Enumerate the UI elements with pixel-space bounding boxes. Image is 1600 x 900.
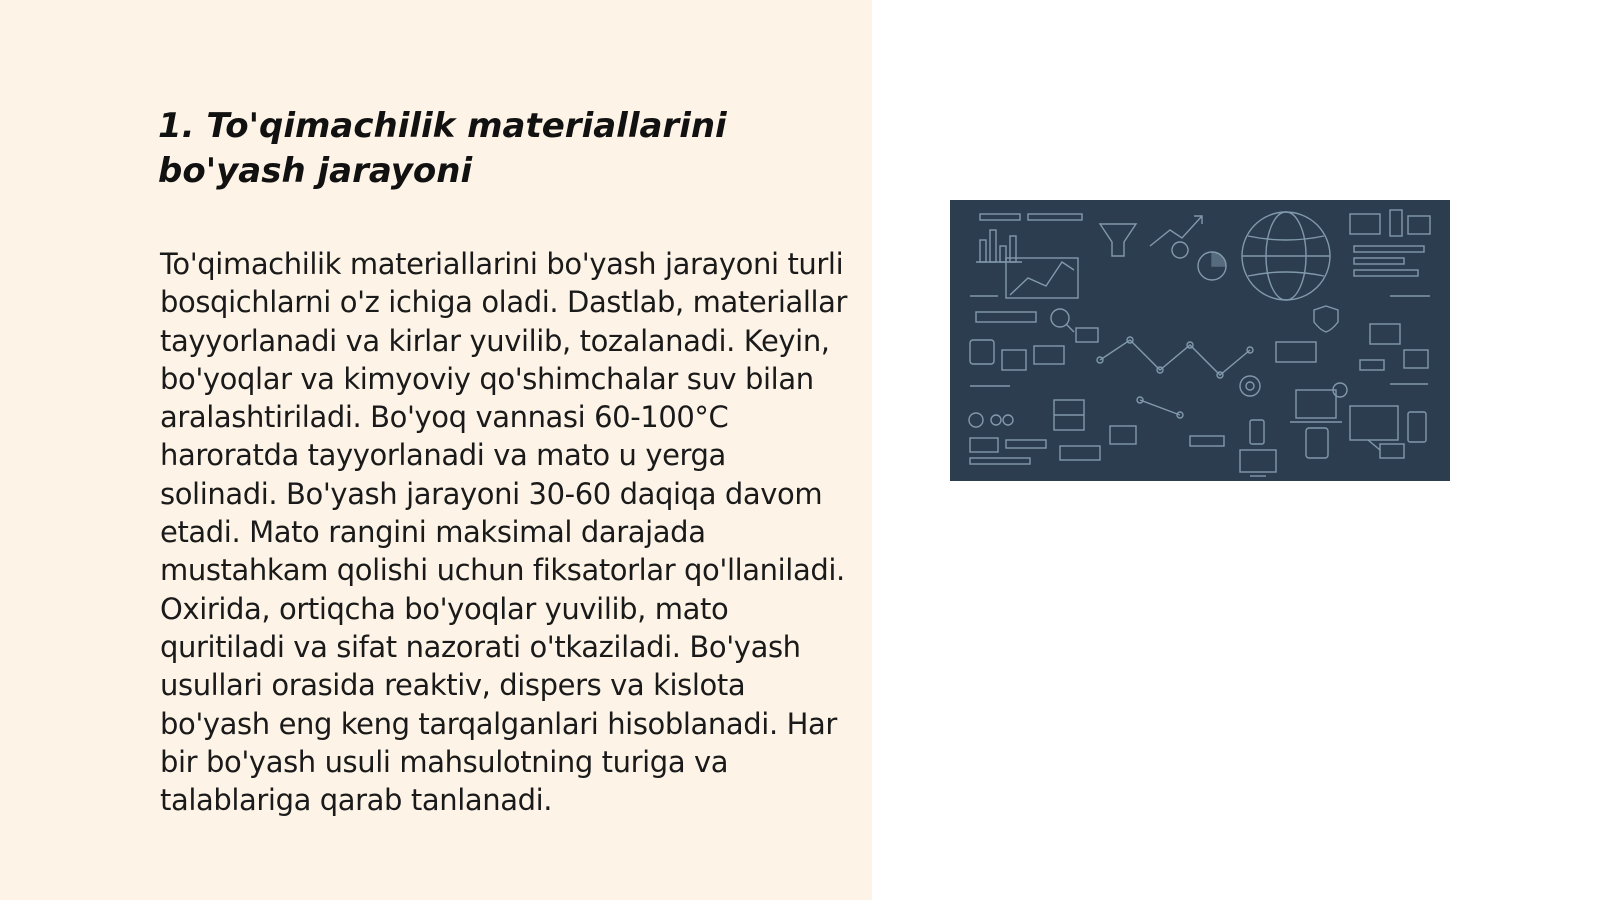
technology-doodle-image [950, 200, 1450, 481]
technology-doodle-icon [950, 200, 1450, 481]
slide-body-text: To'qimachilik materiallarini bo'yash jarayoni turli bosqichlarni o'z ichiga oladi. Dastlab, materiallar tayyorlanadi va kirlar yuvilib, tozalanadi. Keyin, bo'yoqlar va kimyoviy qo'shimchalar suv bilan aralashtiriladi. Bo'yoq vannasi 60-100°C haroratda tayyorlanadi va mato u yerga solinadi. Bo'yash jarayoni 30-60 daqiqa davom etadi. Mato rangini maksimal darajada mustahkam qolishi uchun fiksatorlar qo'llaniladi. Oxirida, ortiqcha bo'yoqlar yuvilib, mato quritiladi va sifat nazorati o'tkaziladi. Bo'yash usullari orasida reaktiv, dispers va kislota bo'yash eng keng tarqalganlari hisoblanadi. Har bir bo'yash usuli mahsulotning turiga va talablariga qarab tanlanadi. [160, 247, 848, 818]
slide-title: 1. To'qimachilik materiallarini bo'yash jarayoni [158, 106, 727, 191]
